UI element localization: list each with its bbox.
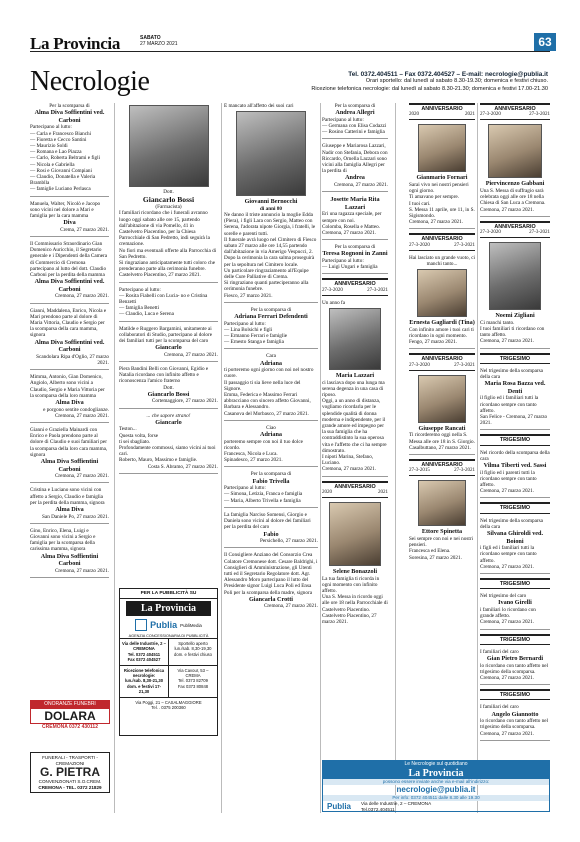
- portrait-photo: [489, 242, 541, 310]
- anniversary-header: ANNIVERSARIO 27-3-2020 27-3-2021: [322, 278, 388, 295]
- portrait-photo: [418, 480, 466, 526]
- deceased-name: Selene Bonazzoli: [332, 568, 378, 576]
- header-date: SABATO 27 MARZO 2021: [140, 35, 178, 47]
- la-provincia-logo: La Provincia: [126, 601, 211, 616]
- anniversary-body: Sarai vivo nei nostri pensieri ogni giorno. Ti amavano per sempre. I tuoi cari. S. Messa 11 aprile, ore 11, in S. Sigismondo. Cremona, 27 marzo 2021.: [409, 182, 475, 229]
- column-3: [224, 103, 318, 610]
- portrait-photo: [329, 502, 381, 566]
- deceased-name: Giancarlo Bossi: [142, 195, 195, 205]
- trigesimo-notice: TRIGESIMO Nel trigesimo del caro Ivano Girelli i familiari lo ricordano con grande affetto. Cremona, 27 marzo 2021.: [480, 578, 550, 630]
- trigesimo-notice: TRIGESIMO Nel ricordo della scomparsa della cara Vilma Tiberti ved. Sassi il figlio ed i parenti tutti la ricordano sempre con tanto affetto. Cremona, 27 marzo 2021.: [480, 434, 550, 498]
- anniversary-body: Con infinito amore i tuoi cari ti ricordano in ogni momento. Fengo, 27 marzo 2021.: [409, 327, 475, 350]
- notice: Cristina e Luciano sono vicini con affetto a Sergio, Claudio e famiglia per la perdita della mamma, signora Alma Diva San Daniele Po, 27 marzo 2021.: [30, 487, 109, 523]
- publia-advert: PER LA PUBBLICITÀ SU La Provincia Publia PubliMedia AGENZIA CONCESSIONARIA DI PUBBLICITÀ Via delle Industrie, 2 – CREMONA Tel. 0372 404511 Fax 0372 404527 Sportello aperto lun./sab. 8,30-19,30 dom. e festivi chiuso Ricezione telefonica necrologie: lun./sab. 8,30-21,30 dom. e festivi 17-21,30 Via Cavour, 53 – CREMA Tel. 0373 82709 Fax 0373 80848 Via Poggi, 21 – CASALMAGGIORE Tel. . 0375 200360: [119, 588, 218, 736]
- deceased-role: (Farmacista): [155, 204, 182, 211]
- notice: Per la scomparsa di Andrea Allegri Partecipano al lutto: — Germana con Elisa Codazzi — Rosino Catterini e famiglia: [322, 103, 388, 139]
- notice: Gianni, Maddalena, Enrico, Nicola e Mari prendono parte al dolore di Maria Vittoria, Claudio e Sergio per la scomparsa della cara mamma, signora Alma Diva Soffientini ved. Carboni Scandolara Ripa d'Oglio, 27 marzo 2021.: [30, 308, 109, 371]
- deceased-name: Ettore Spinetta: [421, 528, 463, 536]
- anniversary-header: ANNIVERSARIO 2020 2021: [322, 481, 388, 498]
- anniversary-body: Una S. Messa di suffragio sarà celebrata oggi alle ore 18 nella Chiesa di San Luca a Cremona. Cremona, 27 marzo 2021.: [480, 188, 550, 217]
- notice-body: I familiari ricordano che i funerali avranno luogo oggi sabato alle ore 15, partendo dall'abitazione di via Pomello, 41 in Castelvetro Piacentino, per la Chiesa Parrocchiale di San Pedretto, indi seguirà la cremazione. No fiori ma eventuali offerte alla Parrocchia di San Pedretto. Si ringraziano anticipatamente tutti coloro che prenderanno parte alla cerimonia funebre. Castelvetro Piacentino, 27 marzo 2021.: [119, 210, 218, 282]
- portrait-photo: [418, 124, 466, 172]
- deceased-name: Giuseppe Rancati: [418, 424, 466, 432]
- email-necrologie-advert: Le Necrologie sul quotidiano La Provincia possono essere inviate anche via e-mail all'indirizzo: necrologie@publia.it Per info: 0372 404511 dalle 8.30 alle 19.30 Publia Via delle Industrie, 2 – CREMONA Tel.0372.404511: [322, 760, 550, 812]
- deceased-name: Ernesta Gagliardi (Tina): [409, 319, 475, 327]
- deceased-age: di anni 80: [260, 205, 282, 212]
- column-2: [119, 103, 218, 478]
- notice: Per la scomparsa di Adriana Ferrari Defendenti Partecipano al lutto: — Lina Bolsichi e figli — Ermanno Ferrari e famiglie — Ernesto Stanga e famiglia: [224, 307, 318, 350]
- portrait-photo: [236, 111, 306, 196]
- page-number: 63: [534, 33, 556, 51]
- anniversary-header: ANNIVERSARIO 27-3-2020 27-3-2021: [480, 103, 550, 120]
- newspaper-name: La Provincia: [30, 34, 121, 53]
- notice: Cara Adriana ti porteremo ogni giorno con noi nel nostro cuore. Il passaggio ti sia lieve nella luce del Signore. Emma, Federica e Massimo Ferrari abbracciano con sincero affetto Giovanni, Barbara e Alessandro. Casanova del Morbasco, 27 marzo 2021.: [224, 353, 318, 420]
- email-address[interactable]: necrologie@publia.it: [396, 785, 476, 794]
- notice: Piera Bandini Belli con Giovanni, Egidio e Natalia ricordano con infinito affetto e riconoscenza l'amico fraterno Dott. Giancarlo Bossi Cortemaggiore, 27 marzo 2021.: [119, 366, 218, 409]
- notice: Matilde e Ruggero Bargamini, unitamente ai collaboratori di Studio, partecipano al dolore dei familiari tutti per la scomparsa del caro Giancarlo Cremona, 27 marzo 2021.: [119, 326, 218, 362]
- notice: Per la scomparsa di Teresa Rognoni in Zanni Partecipano al lutto: — Luigi Ungari e famiglia: [322, 244, 388, 274]
- deceased-name: Giovanni Bernocchi: [244, 198, 298, 206]
- column-4: [322, 103, 388, 625]
- notice: Per la scomparsa di Alma Diva Soffientini ved. Carboni Partecipano al lutto: — Carla e Francesco Bianchi — Fioretta e Cecco Santini — Maurizio Soldi — Romana e Lao Piazza — Carlo, Roberta Beltrami e figli — Nicola e Gabriella — Rosi e Giovanni Compiani — Claudio, Donatella e Valeria Bramblla — famiglie Luciano Perlasca: [30, 103, 109, 197]
- deceased-name: Gianmario Fornari: [416, 174, 468, 182]
- notice-condolences: Partecipano al lutto: — Rosita Fiabelli con Lucia- no e Cristina Benzetti — famiglia Benetti — Claudio, Luca e Serena: [119, 287, 218, 322]
- anniversary-body: Ci manchi tanto. I tuoi familiari ti ricordano con tanto affetto. Cremona, 27 marzo 2021.: [480, 320, 550, 349]
- publia-logo-icon: [135, 619, 147, 631]
- notice: ... che sapore strano! Giancarlo Teston... Questa volta, forse ti sei sbagliato. Profondamente commossi, siamo vicini ai tuoi cari. Roberto, Mauro, Massimo e famiglie. Costa S. Abramo, 27 marzo 2021.: [119, 413, 218, 474]
- dolara-advert: ONORANZE FUNEBRI DOLARA CREMONA 0372 430112: [30, 700, 110, 730]
- notice: Giuseppe e Mariarosa Lazzari, Nadir con Stefania, Debora con Riccardo, Ornella Lazzari sono vicini alla famiglia Allegri per la perdita di Andrea Cremona, 27 marzo 2021.: [322, 143, 388, 192]
- anniversary-body: Ti ricorderemo oggi nella S. Messa alle ore 18 in S. Giorgio. Casalbuttano, 27 marzo 2021.: [409, 432, 475, 455]
- contact-info: Tel. 0372.404511 – Fax 0372.404527 – E-mail: necrologie@publia.it Orari sportello: dal lunedì al sabato 8.30-19.30; domenica e festivi chiuso. Ricezione telefonica necrologie: dal lunedì al sabato 8.30-21.30; domenica e festivi 17.00-21.30: [311, 71, 548, 92]
- trigesimo-notice: TRIGESIMO Nel trigesimo della scomparsa della cara Silvana Ghiroldi ved. Boioni i figli ed i familiari tutti la ricordano sempre con tanto affetto. Cremona, 27 marzo 2021.: [480, 502, 550, 574]
- notice-body: Ne danno il triste annuncio la moglie Edda (Piera), i figli Lara con Sergio, Matteo con Serena, l'adorata nipote Giorgia, i fratelli, le sorelle e parenti tutti. Il funerale avrà luogo nel Cimitero di Fiesco sabato 27 marzo alle ore 14,55 partendo dall'abitazione in via Amerigo Vespucci, 2. Dopo la cerimonia la cara salma proseguirà per la sepoltura nel Cimitero locale. Un particolare ringraziamento all'Equipe delle Cure Palliative di Crema. Si ringraziano quanti parteciperanno alla cerimonia funebre. Fiesco, 27 marzo 2021.: [224, 212, 318, 303]
- trigesimo-notice: TRIGESIMO I familiari del caro Gian Pietro Bernardi lo ricordano con tanto affetto nel trigesimo della scomparsa. Cremona, 27 marzo 2021.: [480, 634, 550, 686]
- column-5: [409, 103, 475, 561]
- anniversary-header: ANNIVERSARIO 27-3-2015 27-3-2021: [409, 459, 475, 476]
- notice-intro: È mancato all'affetto dei suoi cari: [224, 103, 294, 109]
- notice: Il Consigliere Anziano del Consorzio Crea Colatore Cremonese dott. Cesare Baldrighi, i Consiglieri di Amministrazione, gli Utenti tutti ed il Segretario Regolatore dott. Agr. Alessandro Moro partecipano il lutto del Presidente signor Luigi Luca Poli ed Ensa Poli per la scomparsa della madre, signora Giancarla Crotti Cremona, 27 marzo 2021.: [224, 552, 318, 610]
- deceased-name: Noemi Zigliani: [495, 312, 535, 320]
- anniversary-body: ci lasciava dopo una lunga ma serena degenza in una casa di riposo. Oggi, a un anno di distanza, vogliamo ricordarla per le splendide qualità di donna moderna e indipendente, per il grande amore ed impegno per la sua famiglia che ha contraddistinto la sua operosa vita e l'affetto che ci ha sempre dimostrato. I nipoti Marina, Stefano, Luciano. Cremona, 27 marzo 2021.: [322, 380, 388, 477]
- anniversary-header: ANNIVERSARIO 2020 2021: [409, 103, 475, 120]
- portrait-photo: [129, 105, 209, 187]
- portrait-photo: [329, 308, 381, 370]
- portrait-photo: [418, 375, 466, 423]
- anniversary-body: La tua famiglia ti ricorda in ogni momento con infinito affetto. Una S. Messa in ricordo oggi alle ore 18 nella Parrocchiale di Castelvetro Piacentino. Castelvetro Piacentino, 27 marzo 2021.: [322, 575, 388, 626]
- trigesimo-notice: TRIGESIMO I familiari del caro Angelo Giannotto lo ricordano con tanto affetto nel trigesimo della scomparsa. Cremona, 27 marzo 2021.: [480, 689, 550, 741]
- anniversary-header: ANNIVERSARIO 27-3-2020 27-3-2021: [409, 353, 475, 370]
- trigesimo-notice: TRIGESIMO Nel trigesimo della scomparsa della cara Maria Rosa Bazza ved. Denti il figlio ed i familiari tutti la ricordano sempre con tanto affetto. San Felice - Cremona, 27 marzo 2021.: [480, 353, 550, 431]
- page-header: [30, 34, 550, 52]
- pietra-advert: FUNERALI - TRASPORTI - CREMAZIONI G. PIETRA CONVENZIONATI S.O.CREM. CREMONA - TEL. 0372 21829: [30, 752, 110, 793]
- deceased-name: Maria Lazzari: [335, 372, 375, 380]
- anniversary-header: ANNIVERSARIO 27-3-2020 27-3-2021: [480, 221, 550, 238]
- anniversary-body: Sei sempre con noi e nei nostri pensieri. Francesca ed Elena. Soresina, 27 marzo 2021.: [409, 536, 473, 561]
- portrait-photo: [488, 124, 542, 178]
- anniversary-intro: Un anno fa: [322, 299, 346, 306]
- notice: La famiglia Narciso Somensi, Giorgio e Daniela sono vicini al dolore dei familiari per la perdita del caro Fabio Persichello, 27 marzo 2021.: [224, 512, 318, 548]
- page-title: Necrologie: [30, 66, 150, 97]
- notice: Manuela, Walter, Nicolò e Jacopo sono vicini nel dolore a Mari e famiglia per la cara mamma Diva Crema, 27 marzo 2021.: [30, 201, 109, 237]
- anniversary-intro: Hai lasciato un grande vuoto, ci manchi tanto...: [409, 254, 475, 268]
- column-6: [480, 103, 550, 745]
- notice: Per la scomparsa di Fabio Trivella Partecipano al lutto: — Simona, Letizia, Franca e famiglia — Maria, Alberto Trivella e famiglia: [224, 471, 318, 507]
- deceased-name: Piervincenzo Gabbani: [485, 180, 545, 188]
- notice: Josette Maria Rita Lazzari Eri una ragazza speciale, per sempre con noi. Colomba, Rosella e Matteo. Cremona, 27 marzo 2021.: [322, 196, 388, 240]
- portrait-photo: [417, 269, 467, 317]
- notice: Mimma, Antonio, Gian Domenico, Angiolo, Alberto sono vicini a Claudio, Sergio e Maria Vittoria per la scomparsa della loro mamma Alma Diva e porgono sentite condoglianze. Cremona, 27 marzo 2021.: [30, 374, 109, 423]
- notice: Gino, Enrico, Elena, Luigi e Giovanni sono vicini a Sergio e famiglia per la scomparsa della carissima mamma, signora Alma Diva Soffientini Carboni Cremona, 27 marzo 2021.: [30, 528, 109, 578]
- notice: Il Commissario Straordinario Gian Domenico Auricchio, il Segretario generale e i Dipendenti della Camera di Commercio di Cremona partecipano al lutto del dott. Claudio Carboni per la perdita della mamma Alma Diva Soffientini ved. Carboni Cremona, 27 marzo 2021.: [30, 241, 109, 304]
- notice-prefix: Dott.: [163, 189, 174, 195]
- column-1: [30, 103, 109, 582]
- notice: Gianni e Graziella Mainardi con Enrico e Paola prendono parte al dolore di Claudio e suoi familiari per la scomparsa della loro cara mamma, signora Alma Diva Soffientini Carboni Cremona, 27 marzo 2021.: [30, 427, 109, 483]
- anniversary-header: ANNIVERSARIO 27-3-2020 27-3-2021: [409, 233, 475, 250]
- notice: Ciao Adriana porteremo sempre con noi il tuo dolce ricordo. Francesca, Nicola e Luca. Spinadesco, 27 marzo 2021.: [224, 425, 318, 468]
